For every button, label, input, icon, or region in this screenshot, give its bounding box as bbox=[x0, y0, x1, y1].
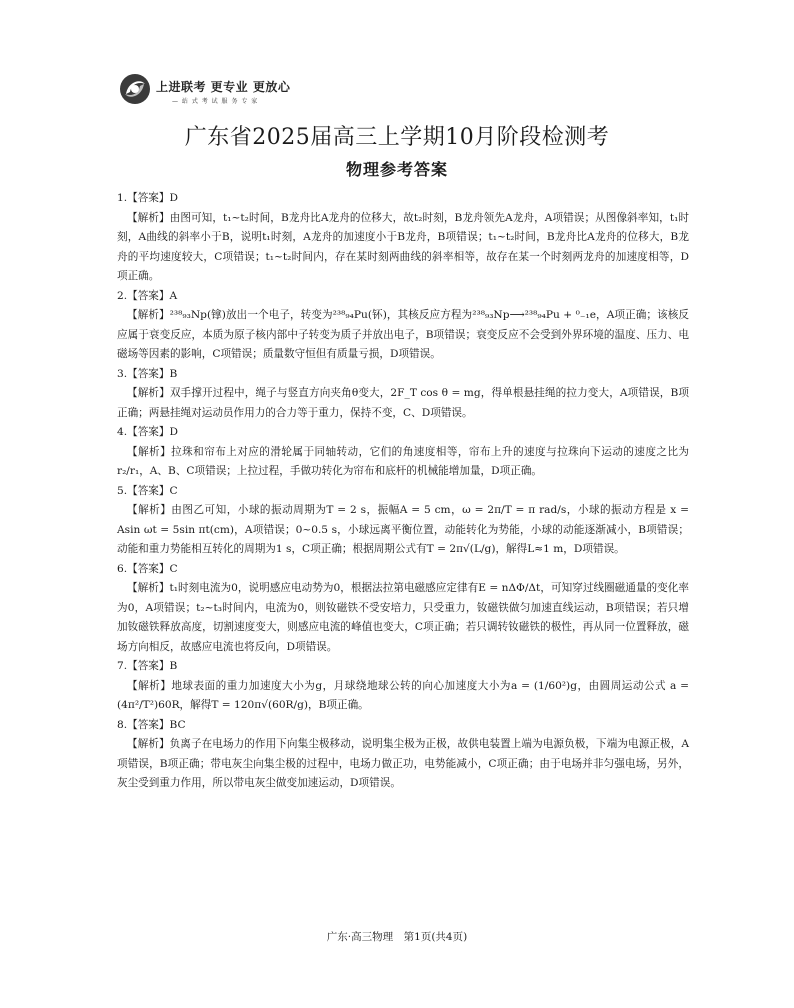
answer-item bbox=[117, 657, 689, 716]
answer-item bbox=[117, 482, 689, 560]
document-subtitle: 物理参考答案 bbox=[345, 160, 448, 179]
answer-list bbox=[117, 189, 689, 794]
answer-label: 2.【答案】A bbox=[117, 289, 178, 302]
page-footer: 广东·高三物理 第1页(共4页) bbox=[326, 931, 468, 943]
answer-item bbox=[117, 560, 689, 658]
logo-subtitle: — 站 式 考 试 服 务 专 家 bbox=[172, 98, 259, 105]
answer-item bbox=[117, 423, 689, 482]
document-title: 广东省2025届高三上学期10月阶段检测考 bbox=[184, 125, 610, 150]
answer-explanation: 【解析】拉珠和帘布上对应的滑轮属于同轴转动，它们的角速度相等，帘布上升的速度与拉珠向下运动的速度之比为r₂/r₁，A、B、C项错误；上拉过程，手做功转化为帘布和底杆的机械能增加量，D项正确。 bbox=[117, 445, 689, 477]
answer-label: 5.【答案】C bbox=[117, 484, 178, 497]
answer-label: 7.【答案】B bbox=[117, 660, 178, 672]
answer-explanation: 【解析】地球表面的重力加速度大小为g，月球绕地球公转的向心加速度大小为a = (1/60²)g，由圆周运动公式 a = (4π²/T²)60R，解得T = 120π√(60R/g)，B项正确。 bbox=[117, 679, 689, 711]
logo-slogan: 上进联考 更专业 更放心 bbox=[156, 80, 291, 94]
answer-explanation: 【解析】双手撑开过程中，绳子与竖直方向夹角θ变大，2F_T cos θ = mg，得单根悬挂绳的拉力变大，A项错误，B项正确；两悬挂绳对运动员作用力的合力等于重力，保持不变，C、D项错误。 bbox=[117, 387, 689, 419]
answer-item bbox=[117, 365, 689, 424]
answer-explanation: 【解析】t₁时刻电流为0，说明感应电动势为0，根据法拉第电磁感应定律有E = nΔΦ/Δt，可知穿过线圈磁通量的变化率为0，A项错误；t₂~t₃时间内，电流为0，则钕磁铁不受安培力，只受重力，钕磁铁做匀加速直线运动，B项错误；若只增加钕磁铁释放高度，切割速度变大，则感应电流的峰值也变大，C项正确；若只调转钕磁铁的极性，再从同一位置释放，磁场方向相反，故感应电流也将反向，D项错误。 bbox=[117, 582, 689, 653]
answer-label: 3.【答案】B bbox=[117, 367, 178, 380]
answer-explanation: 【解析】负离子在电场力的作用下向集尘极移动，说明集尘极为正极，故供电装置上端为电源负极，下端为电源正极，A项错误，B项正确；带电灰尘向集尘极的过程中，电场力做正功，电势能减小，C项正确；由于电场并非匀强电场，另外，灰尘受到重力作用，所以带电灰尘做变加速运动，D项错误。 bbox=[117, 738, 689, 789]
publisher-logo bbox=[118, 72, 318, 112]
answer-label: 6.【答案】C bbox=[117, 562, 178, 575]
answer-explanation: 【解析】²³⁸₉₃Np(镎)放出一个电子，转变为²³⁸₉₄Pu(钚)，其核反应方程为²³⁸₉₃Np⟶²³⁸₉₄Pu + ⁰₋₁e，A项正确；该核反应属于衰变反应，本质为原子核内部中子转变为质子并放出电子，B项错误；衰变反应不会受到外界环境的温度、压力、电磁场等因素的影响，C项错误；质量数守恒但有质量亏损，D项错误。 bbox=[117, 309, 689, 360]
answer-label: 1.【答案】D bbox=[117, 192, 178, 204]
answer-label: 8.【答案】BC bbox=[117, 718, 186, 731]
swirl-logo-icon bbox=[118, 72, 152, 106]
answer-label: 4.【答案】D bbox=[117, 426, 178, 438]
answer-explanation: 【解析】由图可知，t₁~t₂时间，B龙舟比A龙舟的位移大，故t₂时刻，B龙舟领先A龙舟，A项错误；从图像斜率知，t₁时刻，A曲线的斜率小于B，说明t₁时刻，A龙舟的加速度小于B龙舟，B项错误；t₁~t₂时间，B龙舟比A龙舟的位移大，B龙舟的平均速度较大，C项错误；t₁~t₂时间内，存在某时刻两曲线的斜率相等，故存在某一个时刻两龙舟的加速度相等，D项正确。 bbox=[117, 211, 689, 282]
answer-explanation: 【解析】由图乙可知，小球的振动周期为T = 2 s，振幅A = 5 cm，ω = 2π/T = π rad/s，小球的振动方程是 x = Asin ωt = 5sin πt(cm)，A项错误；0~0.5 s，小球远离平衡位置，动能转化为势能，小球的动能逐渐减小，B项错误；动能和重力势能相互转化的周期为1 s，C项正确；根据周期公式有T = 2π√(L/g)，解得L≈1 m，D项错误。 bbox=[117, 504, 689, 555]
answer-item bbox=[117, 189, 689, 287]
answer-item bbox=[117, 716, 689, 794]
answer-item bbox=[117, 287, 689, 365]
